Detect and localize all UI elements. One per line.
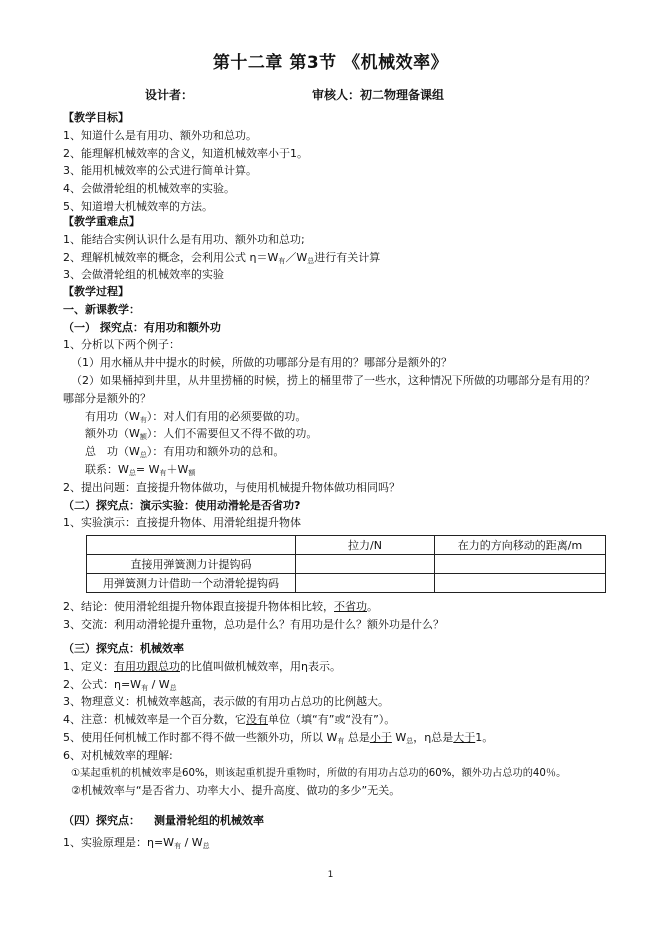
table-cell: [296, 574, 435, 593]
table-header-row: [87, 536, 606, 555]
part2-step1: 1、实验演示：直接提升物体、用滑轮组提升物体: [63, 516, 301, 530]
part1-example1: （1）用水桶从井中提水的时候，所做的功哪部分是有用的？哪部分是额外的？: [71, 356, 452, 370]
part3-title: （三）探究点：机械效率: [63, 642, 184, 655]
new-lesson-heading: 一、新课教学：: [63, 302, 140, 316]
work-relation: 联系：$W_总= W_有+W_额$: [85, 462, 196, 477]
keypoint-item: 2、理解机械效率的概念，会利用公式 $\eta=W_有/W_总$进行有关计算: [63, 250, 381, 265]
efficiency-limit: 5、使用任何机械工作时都不得不做一些额外功，所以 $W_有$ 总是小于 $W_总$，η总是大于1。: [63, 730, 494, 745]
table-header-cell: 拉力/N: [296, 536, 435, 555]
part3-section: [63, 640, 623, 800]
part1-step1: 1、分析以下两个例子：: [63, 338, 180, 352]
table-cell: [296, 555, 435, 574]
table-cell: 直接用弹簧测力计提钩码: [87, 555, 296, 574]
page-number: 1: [327, 870, 334, 880]
part1-step2: 2、提出问题：直接提升物体做功，与使用机械提升物体做功相同吗？: [63, 480, 400, 494]
def-useful-work: 有用功$(W_有)$：对人们有用的必须要做的功。: [85, 409, 307, 424]
part1-example2: （2）如果桶掉到井里，从井里捞桶的时候，捞上的桶里带了一些水，这种情况下所做的功哪部分是有用的？: [71, 373, 595, 387]
goal-item: 3、能用机械效率的公式进行简单计算。: [63, 164, 257, 178]
efficiency-formula: 2、公式：$\eta=W_有 / W_总$: [63, 677, 177, 692]
efficiency-meaning: 3、物理意义：机械效率越高，表示做的有用功占总功的比例越大。: [63, 695, 389, 709]
table-row: [87, 574, 606, 593]
goal-item: 4、会做滑轮组的机械效率的实验。: [63, 182, 235, 196]
page-title: 第十二章 第3节 《机械效率》: [212, 53, 449, 73]
table-header-cell: 在力的方向移动的距离/m: [435, 536, 606, 555]
part2-step2: 2、结论：使用滑轮组提升物体跟直接提升物体相比较，不省功。: [63, 600, 378, 613]
goals-heading: 【教学目标】: [63, 111, 129, 124]
process-section: [63, 283, 623, 532]
reviewer-label: 审核人：初二物理备课组: [312, 88, 445, 102]
table-cell: 用弹簧测力计借助一个动滑轮提钩码: [87, 574, 296, 593]
process-heading: 【教学过程】: [63, 285, 129, 298]
goal-item: 5、知道增大机械效率的方法。: [63, 199, 213, 213]
efficiency-independence: ②机械效率与“是否省力、功率大小、提升高度、做功的多少”无关。: [71, 784, 401, 798]
part2-title: （二）探究点：演示实验：使用动滑轮是否省功?: [63, 498, 301, 512]
goals-section: [63, 109, 623, 216]
part1-example2-cont: 哪部分是额外的？: [63, 391, 151, 405]
table-cell: [435, 555, 606, 574]
part2-conclusions: [63, 598, 623, 634]
part1-title: （一） 探究点：有用功和额外功: [63, 320, 221, 334]
goal-item: 1、知道什么是有用功、额外功和总功。: [63, 128, 257, 142]
keypoints-section: [63, 213, 623, 284]
part4-section: [63, 812, 623, 852]
efficiency-note: 4、注意：机械效率是一个百分数，它没有单位（填“有”或“没有”）。: [63, 713, 396, 727]
part4-principle: 1、实验原理是：$\eta=W_有 / W_总$: [63, 835, 210, 850]
table-row: [87, 555, 606, 574]
keypoint-item: 3、会做滑轮组的机械效率的实验: [63, 268, 224, 282]
efficiency-definition: 1、定义：有用功跟总功的比值叫做机械效率，用η表示。: [63, 659, 341, 673]
part2-step3: 3、交流：利用动滑轮提升重物，总功是什么？有用功是什么？额外功是什么？: [63, 617, 444, 631]
efficiency-understanding: 6、对机械效率的理解:: [63, 748, 173, 762]
goal-item: 2、能理解机械效率的含义，知道机械效率小于1。: [63, 146, 308, 160]
table-header-cell: [87, 536, 296, 555]
def-total-work: 总 功$(W_总)$：有用功和额外功的总和。: [85, 445, 285, 460]
keypoint-item: 1、能结合实例认识什么是有用功、额外功和总功;: [63, 232, 305, 246]
efficiency-example: ①某起重机的机械效率是60%，则该起重机提升重物时，所做的有用功占总功的60%，额外功占总功的40％。: [71, 767, 567, 779]
table-cell: [435, 574, 606, 593]
part4-title: （四）探究点： 测量滑轮组的机械效率: [63, 814, 264, 827]
designer-label: 设计者：: [145, 88, 194, 102]
def-extra-work: 额外功$(W_额)$：人们不需要但又不得不做的功。: [85, 427, 318, 442]
experiment-table: [86, 535, 606, 593]
keypoints-heading: 【教学重难点】: [63, 215, 140, 228]
